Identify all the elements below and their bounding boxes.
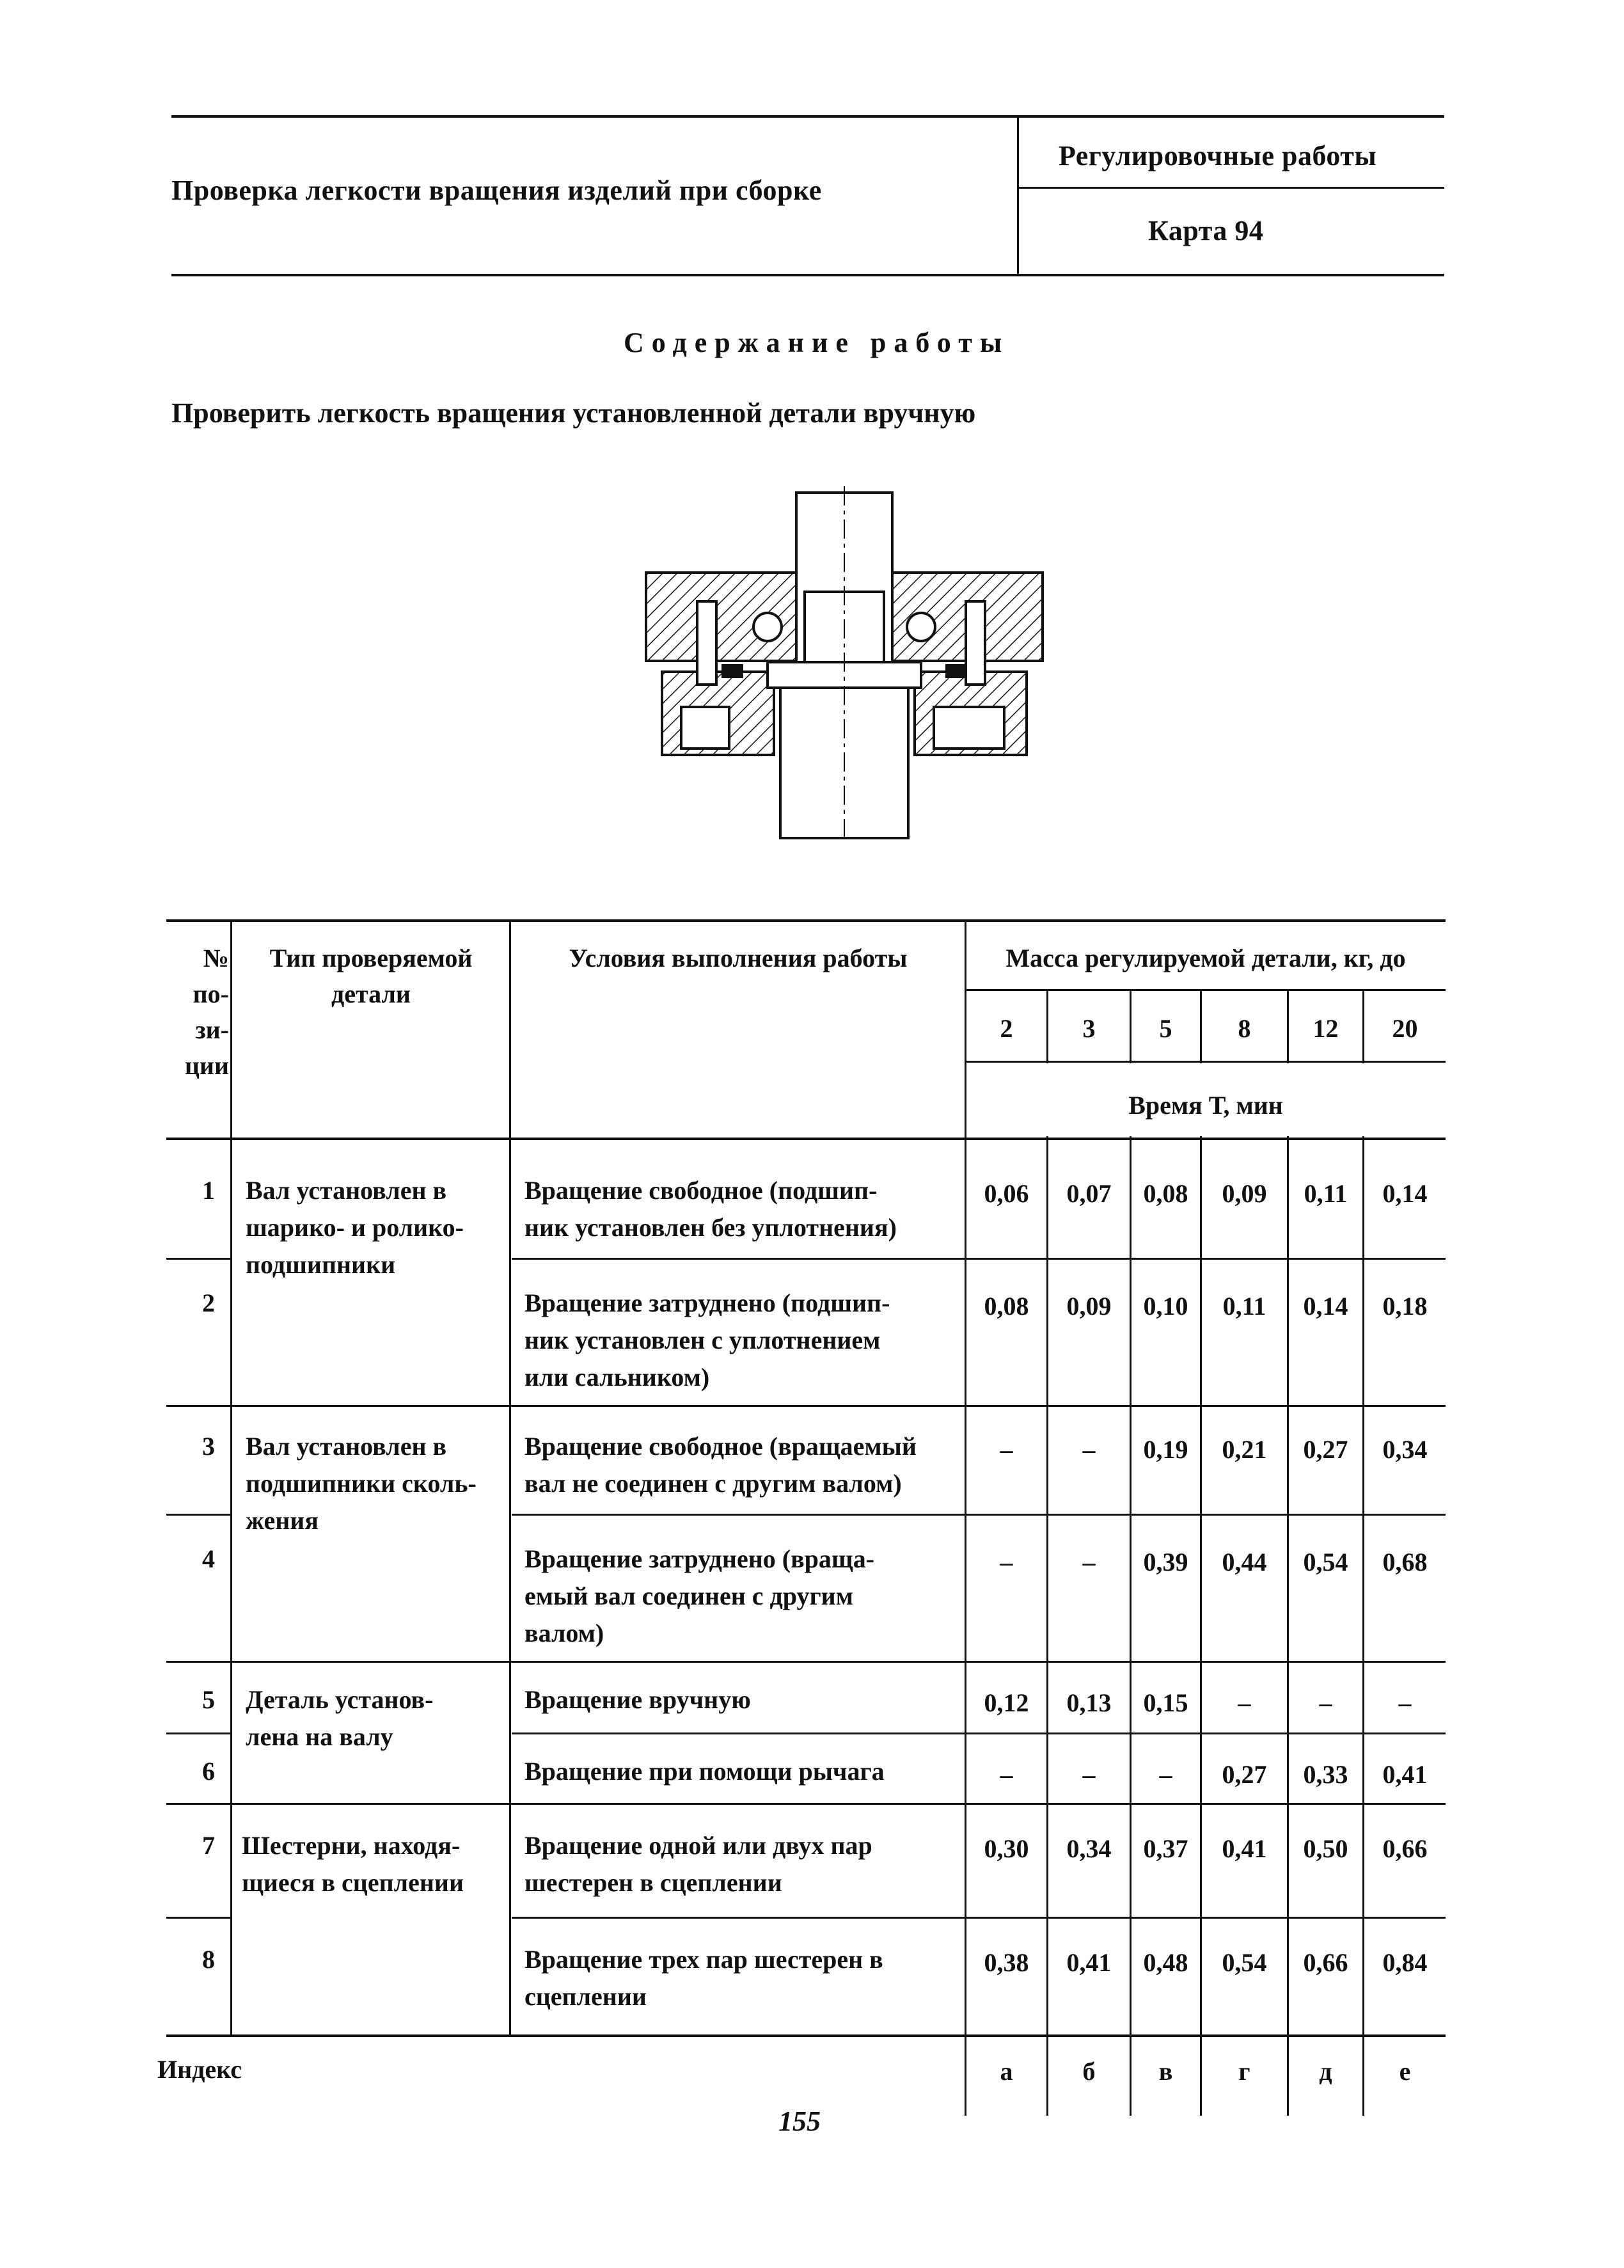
time-value: 0,41 (1382, 1760, 1428, 1789)
work-category: Регулировочные работы (1059, 140, 1377, 171)
time-value: 0,38 (984, 1948, 1029, 1977)
row-position: 2 (202, 1289, 215, 1317)
time-value: 0,50 (1303, 1834, 1348, 1863)
row-conditions: Вращение свободное (вращаемый вал не соединен с другим валом) (524, 1432, 917, 1498)
time-value: – (1000, 1760, 1013, 1789)
time-value: – (1082, 1760, 1096, 1789)
row-conditions: Вращение вручную (524, 1685, 751, 1714)
time-value: 0,66 (1382, 1834, 1428, 1863)
index-value: е (1399, 2057, 1411, 2086)
time-value: 0,13 (1066, 1688, 1112, 1717)
time-value: 0,33 (1303, 1760, 1348, 1789)
mass-value: 20 (1392, 1014, 1418, 1043)
time-value: 0,37 (1143, 1834, 1188, 1863)
mass-value: 2 (1000, 1014, 1013, 1043)
col-header-conditions: Условия выполнения работы (569, 944, 908, 972)
time-value: – (1000, 1435, 1013, 1464)
time-value: 0,15 (1143, 1688, 1188, 1717)
time-value: 0,19 (1143, 1435, 1188, 1464)
row-part-type: Шестерни, находя- щиеся в сцеплении (242, 1831, 464, 1897)
time-value: 0,08 (984, 1292, 1029, 1320)
time-value: – (1398, 1688, 1412, 1717)
time-value: 0,48 (1143, 1948, 1188, 1977)
time-value: 0,68 (1382, 1548, 1428, 1576)
time-value: 0,10 (1143, 1292, 1188, 1320)
time-value: 0,34 (1382, 1435, 1428, 1464)
time-value: – (1159, 1760, 1172, 1789)
time-value: 0,44 (1222, 1548, 1267, 1576)
time-value: – (1319, 1688, 1332, 1717)
time-value: 0,07 (1066, 1179, 1112, 1208)
time-value: 0,08 (1143, 1179, 1188, 1208)
col-header-mass: Масса регулируемой детали, кг, до (1005, 944, 1406, 972)
time-value: 0,66 (1303, 1948, 1348, 1977)
mass-value: 12 (1313, 1014, 1339, 1043)
bearing-assembly-drawing (633, 486, 1055, 845)
page-title: Проверка легкости вращения изделий при сборке (171, 175, 822, 206)
index-value: д (1319, 2057, 1332, 2086)
instruction-text: Проверить легкость вращения установленной детали вручную (171, 397, 976, 429)
time-value: – (1082, 1548, 1096, 1576)
col-header-time: Время Т, мин (1128, 1091, 1283, 1120)
time-value: – (1082, 1435, 1096, 1464)
row-position: 1 (202, 1176, 215, 1205)
time-value: 0,06 (984, 1179, 1029, 1208)
index-label: Индекс (157, 2055, 242, 2084)
row-part-type: Вал установлен в подшипники сколь- жения (246, 1432, 477, 1535)
time-value: 0,14 (1382, 1179, 1428, 1208)
time-value: – (1238, 1688, 1251, 1717)
mass-value: 3 (1082, 1014, 1096, 1043)
time-value: 0,34 (1066, 1834, 1112, 1863)
row-part-type: Деталь установ- лена на валу (246, 1685, 434, 1751)
time-value: 0,39 (1143, 1548, 1188, 1576)
time-value: – (1000, 1548, 1013, 1576)
index-value: б (1082, 2057, 1096, 2086)
row-part-type: Вал установлен в шарико- и ролико- подшипники (246, 1176, 464, 1279)
time-value: 0,41 (1066, 1948, 1112, 1977)
time-value: 0,54 (1222, 1948, 1267, 1977)
time-value: 0,84 (1382, 1948, 1428, 1977)
card-number: Карта 94 (1148, 215, 1264, 246)
index-value: а (1000, 2057, 1013, 2086)
row-position: 6 (202, 1757, 215, 1786)
row-position: 4 (202, 1544, 215, 1573)
row-position: 5 (202, 1685, 215, 1714)
time-value: 0,27 (1303, 1435, 1348, 1464)
row-conditions: Вращение трех пар шестерен в сцеплении (524, 1945, 883, 2011)
index-value: в (1158, 2057, 1173, 2086)
time-value: 0,09 (1066, 1292, 1112, 1320)
time-value: 0,21 (1222, 1435, 1267, 1464)
col-header-part-type: Тип проверяемой детали (269, 944, 473, 1008)
time-value: 0,30 (984, 1834, 1029, 1863)
row-position: 8 (202, 1945, 215, 1974)
time-value: 0,14 (1303, 1292, 1348, 1320)
row-conditions: Вращение свободное (подшип- ник установлен без уплотнения) (524, 1176, 897, 1242)
row-conditions: Вращение затруднено (враща- емый вал соединен с другим валом) (524, 1544, 875, 1647)
section-title: Содержание работы (624, 327, 1010, 358)
time-value: 0,09 (1222, 1179, 1267, 1208)
time-value: 0,54 (1303, 1548, 1348, 1576)
mass-value: 8 (1238, 1014, 1251, 1043)
row-conditions: Вращение одной или двух пар шестерен в сцеплении (524, 1831, 872, 1897)
row-conditions: Вращение затруднено (подшип- ник установлен с уплотнением или сальником) (524, 1289, 890, 1392)
index-value: г (1238, 2057, 1250, 2086)
time-value: 0,12 (984, 1688, 1029, 1717)
row-position: 7 (202, 1831, 215, 1860)
time-value: 0,18 (1382, 1292, 1428, 1320)
page-number: 155 (778, 2105, 821, 2137)
time-value: 0,41 (1222, 1834, 1267, 1863)
row-position: 3 (202, 1432, 215, 1461)
time-value: 0,27 (1222, 1760, 1267, 1789)
time-value: 0,11 (1222, 1292, 1266, 1320)
col-header-position: № по- зи- ции (184, 944, 229, 1080)
mass-value: 5 (1159, 1014, 1172, 1043)
time-value: 0,11 (1304, 1179, 1348, 1208)
row-conditions: Вращение при помощи рычага (524, 1757, 885, 1786)
